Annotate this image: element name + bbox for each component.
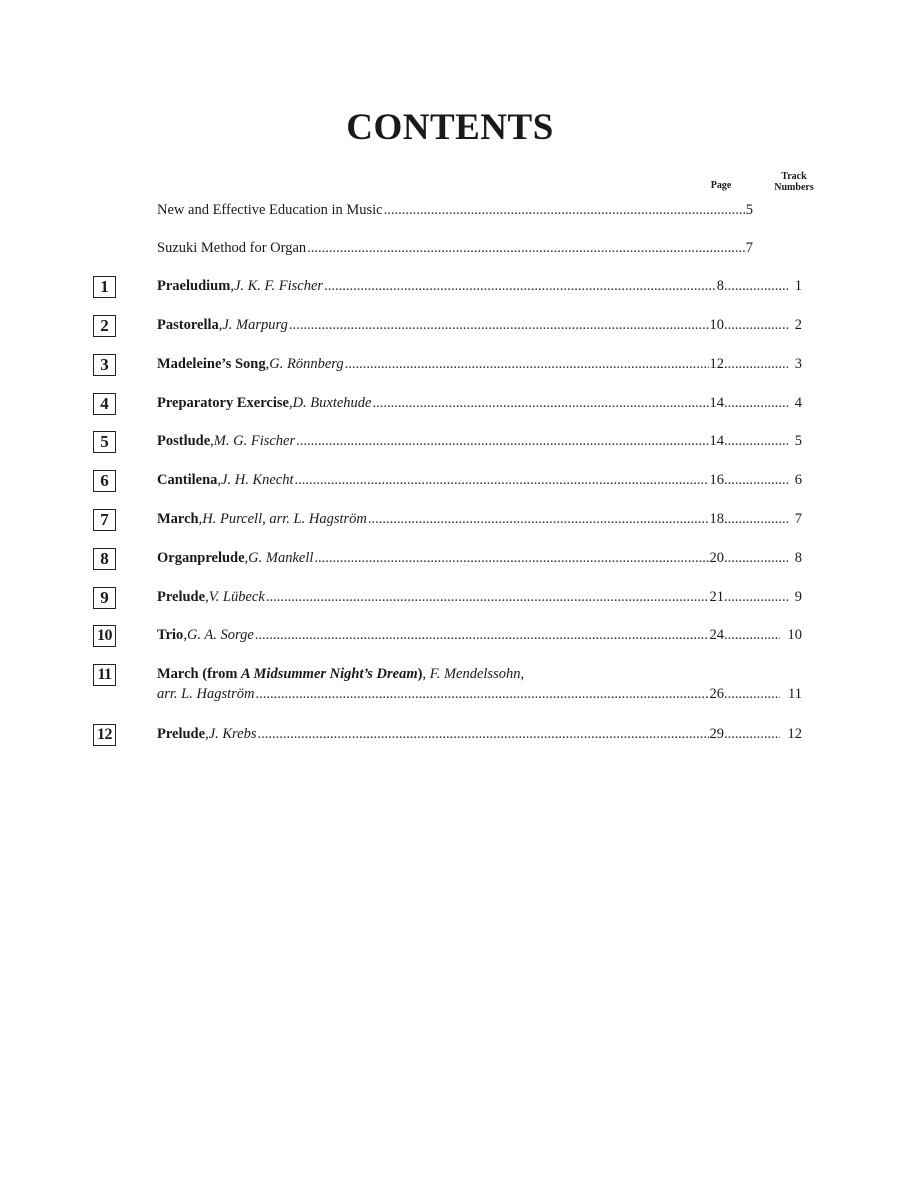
toc-intro-row[interactable] bbox=[0, 200, 900, 222]
separator: , bbox=[205, 726, 209, 742]
piece-title-source: A Midsummer Night’s Dream bbox=[241, 666, 418, 682]
separator: , bbox=[205, 589, 209, 605]
leader-dots bbox=[384, 202, 745, 219]
leader-dots bbox=[295, 472, 709, 489]
separator: , bbox=[183, 627, 187, 643]
leader-dots bbox=[314, 550, 708, 567]
track-number: 5 bbox=[794, 433, 802, 449]
leader-dots bbox=[724, 726, 780, 743]
piece-title: Postlude bbox=[157, 433, 211, 449]
leader-dots bbox=[296, 433, 708, 450]
track-number: 7 bbox=[794, 511, 802, 527]
page-number: 20 bbox=[709, 550, 724, 566]
page-number: 16 bbox=[709, 472, 724, 488]
track-header-line2: Numbers bbox=[774, 182, 814, 193]
page-number: 18 bbox=[709, 511, 724, 527]
leader-dots bbox=[724, 686, 780, 703]
leader-dots bbox=[266, 589, 709, 606]
composer: J. H. Knecht bbox=[221, 472, 294, 488]
page-number: 21 bbox=[709, 589, 724, 605]
piece-title: Preparatory Exercise bbox=[157, 395, 289, 411]
page-number: 8 bbox=[716, 278, 724, 294]
separator: , bbox=[288, 395, 293, 411]
leader-dots bbox=[724, 278, 788, 295]
leader-dots bbox=[307, 240, 745, 257]
page-number: 5 bbox=[745, 202, 753, 218]
page-number: 24 bbox=[709, 627, 724, 643]
leader-dots bbox=[345, 356, 709, 373]
track-number: 9 bbox=[794, 589, 802, 605]
toc-piece-row[interactable] bbox=[0, 587, 900, 609]
separator: , bbox=[230, 278, 234, 294]
toc-piece-row[interactable] bbox=[0, 724, 900, 746]
track-number-box: 10 bbox=[93, 625, 116, 647]
toc-piece-row[interactable] bbox=[0, 509, 900, 531]
composer: M. G. Fischer bbox=[213, 433, 296, 449]
track-number: 1 bbox=[794, 278, 802, 294]
leader-dots bbox=[255, 627, 709, 644]
composer: J. K. F. Fischer bbox=[233, 278, 324, 294]
leader-dots bbox=[368, 511, 709, 528]
track-number-box: 11 bbox=[93, 664, 116, 686]
page-column-header: Page bbox=[710, 180, 732, 191]
page-title: CONTENTS bbox=[346, 107, 554, 148]
intro-title: New and Effective Education in Music bbox=[157, 202, 383, 218]
track-number: 4 bbox=[794, 395, 802, 411]
page-number: 10 bbox=[709, 317, 724, 333]
piece-title: Prelude bbox=[157, 589, 206, 605]
toc-piece-row[interactable] bbox=[0, 470, 900, 492]
composer: D. Buxtehude bbox=[292, 395, 372, 411]
page-number: 29 bbox=[709, 726, 724, 742]
track-number-box: 4 bbox=[93, 393, 116, 415]
page-number: 7 bbox=[745, 240, 753, 256]
separator: , bbox=[210, 433, 214, 449]
track-header-line1: Track bbox=[781, 171, 807, 182]
track-number: 6 bbox=[794, 472, 802, 488]
toc-piece-row[interactable] bbox=[0, 276, 900, 298]
track-number-box: 6 bbox=[93, 470, 116, 492]
separator: , bbox=[244, 550, 249, 566]
page-number: 12 bbox=[709, 356, 724, 372]
track-number: 12 bbox=[787, 726, 802, 742]
track-number-box: 12 bbox=[93, 724, 116, 746]
composer: J. Krebs bbox=[208, 726, 257, 742]
toc-intro-row[interactable] bbox=[0, 238, 900, 260]
track-number-box: 7 bbox=[93, 509, 116, 531]
page-number: 14 bbox=[709, 433, 724, 449]
track-column-header bbox=[766, 171, 822, 193]
leader-dots bbox=[289, 317, 709, 334]
composer: H. Purcell, arr. L. Hagström bbox=[202, 511, 367, 527]
track-number-box: 2 bbox=[93, 315, 116, 337]
composer: V. Lübeck bbox=[208, 589, 265, 605]
track-number-box: 5 bbox=[93, 431, 116, 453]
toc-piece-row[interactable] bbox=[0, 354, 900, 376]
separator: , bbox=[422, 666, 430, 682]
piece-title: March bbox=[157, 511, 199, 527]
leader-dots bbox=[724, 433, 788, 450]
intro-title: Suzuki Method for Organ bbox=[157, 240, 307, 256]
leader-dots bbox=[724, 550, 788, 567]
piece-title-line bbox=[157, 666, 524, 683]
composer: G. Mankell bbox=[248, 550, 314, 566]
piece-title: Prelude bbox=[157, 726, 206, 742]
leader-dots bbox=[724, 356, 788, 373]
piece-title: March (from bbox=[157, 666, 242, 682]
track-number: 2 bbox=[794, 317, 802, 333]
separator: , bbox=[198, 511, 203, 527]
leader-dots bbox=[724, 472, 788, 489]
toc-piece-row[interactable] bbox=[0, 315, 900, 337]
leader-dots bbox=[724, 317, 788, 334]
arranger: arr. L. Hagström bbox=[157, 686, 255, 702]
composer: G. Rönnberg bbox=[269, 356, 344, 372]
page-number: 26 bbox=[709, 686, 724, 702]
track-number-box: 3 bbox=[93, 354, 116, 376]
leader-dots bbox=[724, 511, 788, 528]
leader-dots bbox=[256, 686, 709, 703]
track-number-box: 8 bbox=[93, 548, 116, 570]
track-number: 11 bbox=[788, 686, 802, 702]
composer: G. A. Sorge bbox=[186, 627, 254, 643]
leader-dots bbox=[372, 395, 708, 412]
composer: F. Mendelssohn, bbox=[429, 666, 525, 682]
track-number: 8 bbox=[794, 550, 802, 566]
leader-dots bbox=[724, 627, 780, 644]
leader-dots bbox=[724, 395, 788, 412]
track-number-box: 9 bbox=[93, 587, 116, 609]
track-number-box: 1 bbox=[93, 276, 116, 298]
toc-piece-row[interactable] bbox=[0, 625, 900, 647]
separator: , bbox=[218, 317, 223, 333]
leader-dots bbox=[724, 589, 788, 606]
toc-piece-row[interactable] bbox=[0, 548, 900, 570]
track-number: 10 bbox=[787, 627, 802, 643]
toc-piece-row[interactable] bbox=[0, 431, 900, 453]
separator: , bbox=[217, 472, 222, 488]
piece-title: Praeludium bbox=[157, 278, 231, 294]
leader-dots bbox=[257, 726, 708, 743]
leader-dots bbox=[324, 278, 716, 295]
piece-title-end: ) bbox=[417, 666, 423, 682]
toc-piece-row[interactable] bbox=[0, 664, 900, 708]
piece-title: Madeleine’s Song bbox=[157, 356, 266, 372]
composer: J. Marpurg bbox=[222, 317, 288, 333]
toc-piece-row[interactable] bbox=[0, 393, 900, 415]
page-number: 14 bbox=[709, 395, 724, 411]
piece-title: Cantilena bbox=[157, 472, 218, 488]
separator: , bbox=[265, 356, 270, 372]
piece-title: Trio bbox=[157, 627, 184, 643]
track-number: 3 bbox=[794, 356, 802, 372]
piece-title: Organprelude bbox=[157, 550, 245, 566]
piece-title: Pastorella bbox=[157, 317, 219, 333]
